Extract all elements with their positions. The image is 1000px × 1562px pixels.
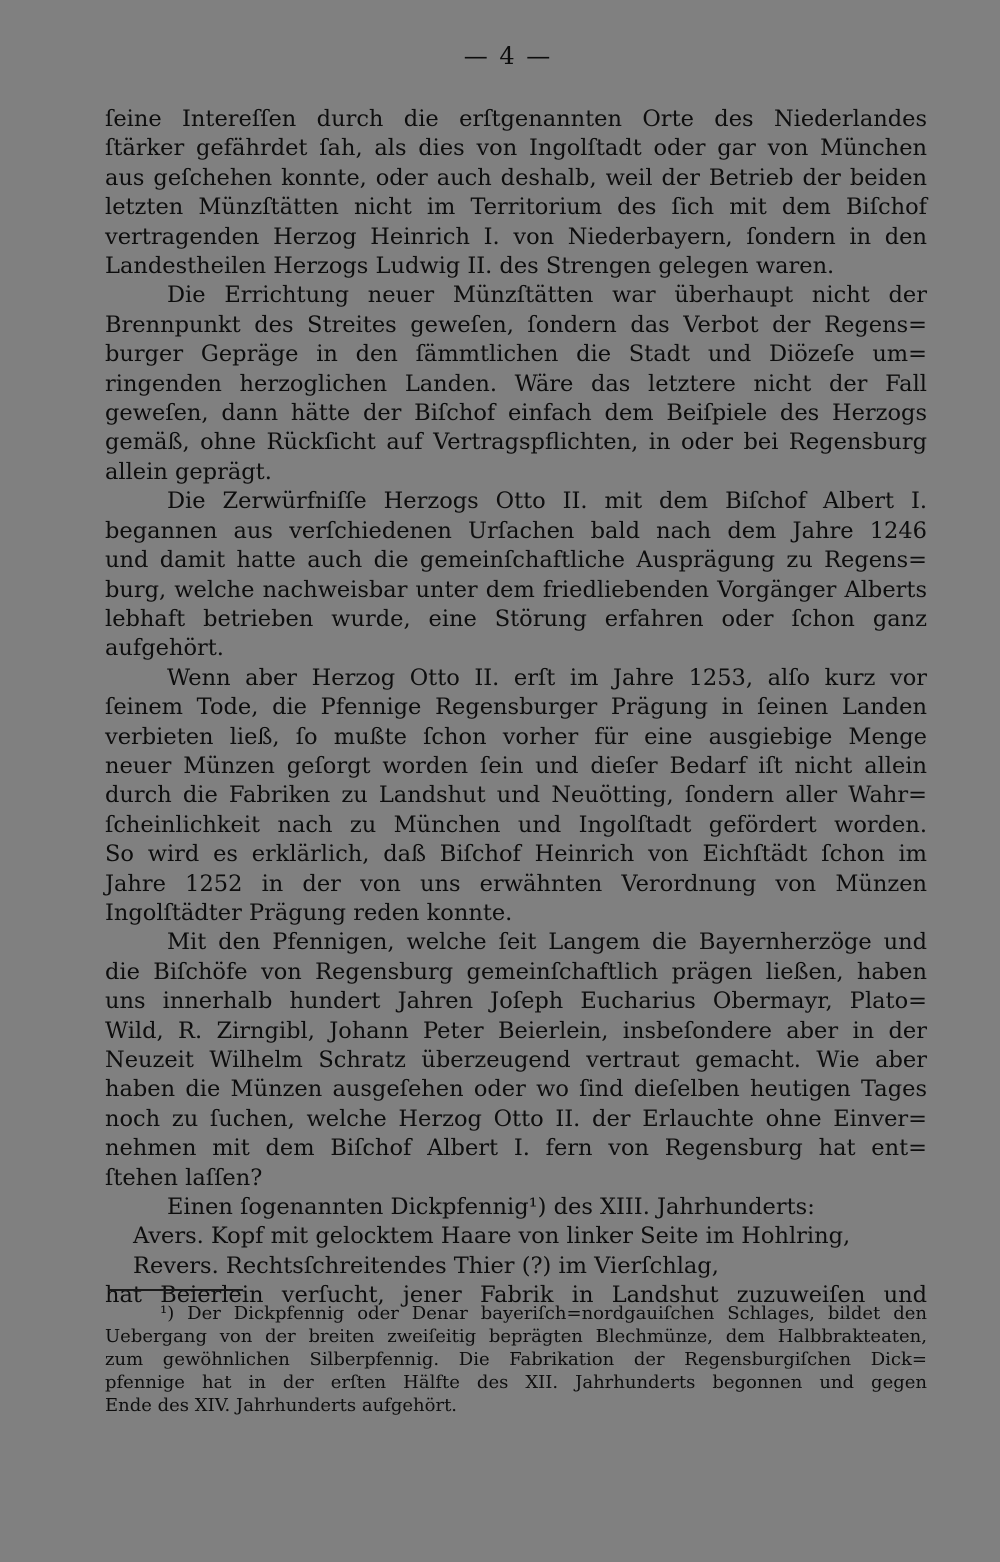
text-line: burg, welche nachweisbar unter dem friedliebenden Vorgänger Alberts bbox=[105, 576, 927, 603]
text-line: aus geſchehen konnte, oder auch deshalb, weil der Betrieb der beiden bbox=[105, 164, 927, 191]
footnote-divider bbox=[108, 1289, 243, 1291]
text-line: Avers. Kopf mit gelocktem Haare von linker Seite im Hohlring, bbox=[133, 1223, 851, 1250]
footnote-line: Uebergang von der breiten zweiſeitig beprägten Blechmünze, dem Halbbrakteaten, bbox=[105, 1326, 927, 1347]
text-line: Einen ſogenannten Dickpfennig¹) des XIII. Jahrhunderts: bbox=[167, 1194, 815, 1221]
text-line: So wird es erklärlich, daß Biſchof Heinrich von Eichſtädt ſchon im bbox=[105, 841, 927, 868]
text-line: begannen aus verſchiedenen Urſachen bald nach dem Jahre 1246 bbox=[105, 517, 927, 544]
text-line: aufgehört. bbox=[105, 635, 224, 662]
text-line: Ingolſtädter Prägung reden konnte. bbox=[105, 899, 513, 926]
text-line: Wild, R. Zirngibl, Johann Peter Beierlein, insbeſondere aber in der bbox=[105, 1017, 927, 1044]
text-line: Brennpunkt des Streites geweſen, ſondern das Verbot der Regens= bbox=[105, 311, 927, 338]
text-line: ſcheinlichkeit nach zu München und Ingolſtadt gefördert worden. bbox=[105, 811, 927, 838]
text-line: Mit den Pfennigen, welche ſeit Langem die Bayernherzöge und bbox=[167, 929, 927, 956]
main-text bbox=[105, 105, 927, 1311]
text-line: nehmen mit dem Biſchof Albert I. fern von Regensburg hat ent= bbox=[105, 1135, 927, 1162]
text-line: vertragenden Herzog Heinrich I. von Niederbayern, ſondern in den bbox=[105, 223, 927, 250]
page-number: — 4 — bbox=[463, 42, 553, 70]
text-line: Neuzeit Wilhelm Schratz überzeugend vertraut gemacht. Wie aber bbox=[105, 1047, 927, 1073]
text-line: burger Gepräge in den ſämmtlichen die Stadt und Diözeſe um= bbox=[105, 341, 927, 368]
text-line: die Biſchöfe von Regensburg gemeinſchaftlich prägen ließen, haben bbox=[105, 958, 927, 985]
text-line: ſtärker gefährdet ſah, als dies von Ingolſtadt oder gar von München bbox=[105, 135, 927, 162]
text-line: geweſen, dann hätte der Biſchof einfach dem Beiſpiele des Herzogs bbox=[105, 400, 927, 427]
footnote-line: zum gewöhnlichen Silberpfennig. Die Fabrikation der Regensburgiſchen Dick= bbox=[105, 1349, 927, 1370]
text-line: letzten Münzſtätten nicht im Territorium des ſich mit dem Biſchof bbox=[105, 194, 927, 221]
text-line: allein geprägt. bbox=[105, 458, 272, 485]
text-line: Landestheilen Herzogs Ludwig II. des Strengen gelegen waren. bbox=[105, 253, 835, 280]
text-line: uns innerhalb hundert Jahren Joſeph Eucharius Obermayr, Plato= bbox=[105, 988, 927, 1015]
text-line: und damit hatte auch die gemeinſchaftliche Ausprägung zu Regens= bbox=[105, 547, 927, 574]
text-line: Jahre 1252 in der von uns erwähnten Verordnung von Münzen bbox=[105, 870, 927, 897]
text-line: verbieten ließ, ſo mußte ſchon vorher für eine ausgiebige Menge bbox=[105, 723, 927, 750]
text-line: gemäß, ohne Rückſicht auf Vertragspflichten, in oder bei Regensburg bbox=[105, 429, 927, 456]
text-line: Wenn aber Herzog Otto II. erſt im Jahre 1253, alſo kurz vor bbox=[167, 664, 927, 691]
text-line: noch zu ſuchen, welche Herzog Otto II. der Erlauchte ohne Einver= bbox=[105, 1105, 927, 1132]
text-line: ringenden herzoglichen Landen. Wäre das letztere nicht der Fall bbox=[105, 370, 927, 397]
text-line: neuer Münzen geſorgt worden ſein und dieſer Bedarf iſt nicht allein bbox=[105, 752, 927, 779]
text-line: Die Errichtung neuer Münzſtätten war überhaupt nicht der bbox=[167, 282, 927, 309]
text-line: Revers. Rechtsſchreitendes Thier (?) im Vierſchlag, bbox=[133, 1252, 719, 1279]
footnote-line: pfennige hat in der erſten Hälfte des XII. Jahrhunderts begonnen und gegen bbox=[105, 1372, 927, 1393]
text-line: ſeinem Tode, die Pfennige Regensburger Prägung in ſeinen Landen bbox=[105, 694, 927, 721]
text-line: lebhaft betrieben wurde, eine Störung erfahren oder ſchon ganz bbox=[105, 605, 927, 632]
footnote-line: ¹) Der Dickpfennig oder Denar bayeriſch=nordgauiſchen Schlages, bildet den bbox=[160, 1303, 927, 1324]
footnote-line: Ende des XIV. Jahrhunderts aufgehört. bbox=[105, 1395, 458, 1416]
footnote-section bbox=[105, 1302, 927, 1417]
text-line: haben die Münzen ausgeſehen oder wo ſind dieſelben heutigen Tages bbox=[105, 1076, 927, 1103]
text-line: durch die Fabriken zu Landshut und Neuötting, ſondern aller Wahr= bbox=[105, 782, 927, 809]
text-line: ſtehen laſſen? bbox=[105, 1164, 263, 1191]
text-line: Die Zerwürfniſſe Herzogs Otto II. mit dem Biſchof Albert I. bbox=[167, 488, 927, 515]
text-line: hat Beierlein verſucht, jener Fabrik in Landshut zuzuweiſen und bbox=[105, 1282, 927, 1309]
text-line: ſeine Intereſſen durch die erſtgenannten Orte des Niederlandes bbox=[105, 106, 927, 132]
